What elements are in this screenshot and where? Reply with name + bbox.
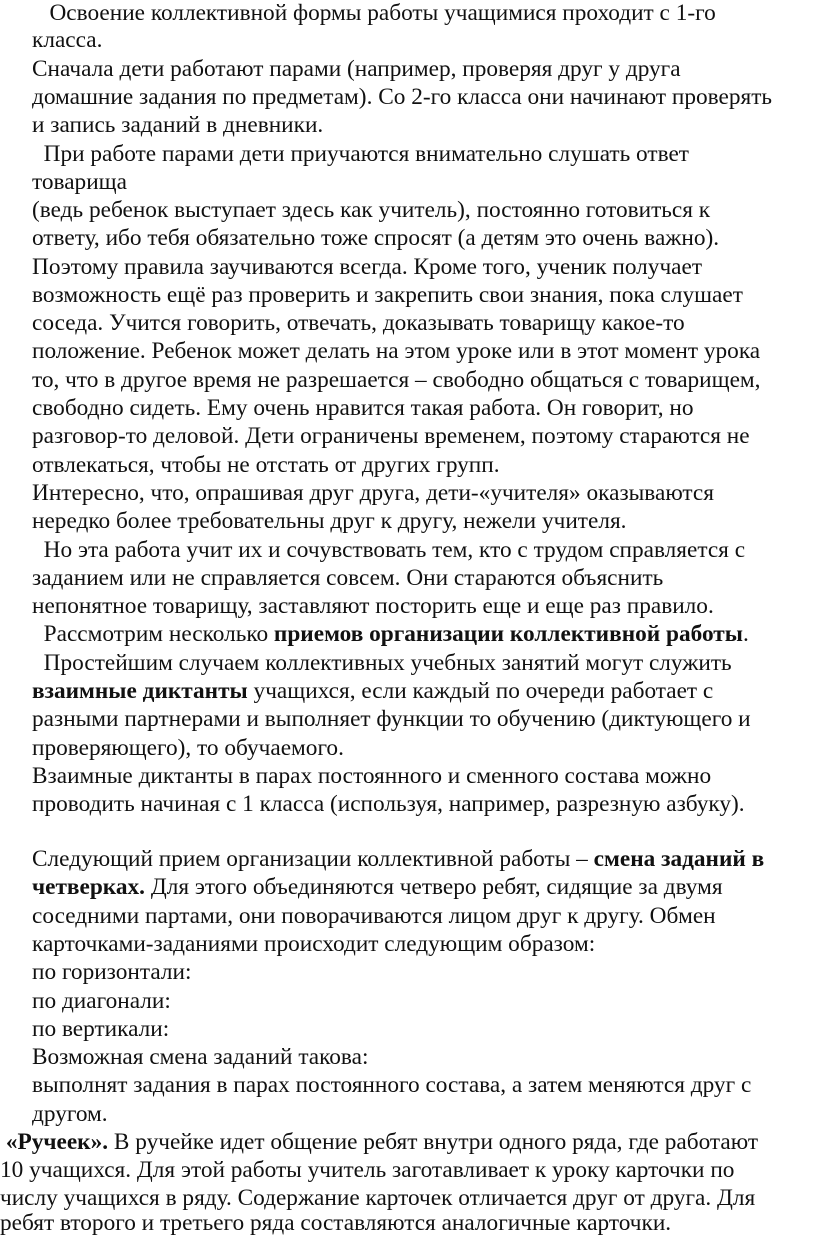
text-line — [32, 169, 127, 196]
text-segment: товарища — [32, 169, 127, 195]
text-segment: выполнят задания в парах постоянного состава, а затем меняются друг с — [32, 1072, 752, 1098]
text-line — [32, 1044, 368, 1071]
text-line — [32, 874, 723, 901]
text-segment: по вертикали: — [32, 1016, 170, 1042]
text-line — [32, 763, 711, 790]
text-segment: соседа. Учится говорить, отвечать, доказывать товарищу какое-то — [32, 310, 685, 336]
text-segment: числу учащихся в ряду. Содержание карточек отличается друг от друга. Для — [0, 1185, 756, 1211]
text-line — [0, 1129, 758, 1156]
bold-text: приемов организации коллективной работы — [273, 621, 743, 647]
bold-text: «Ручеек». — [0, 1129, 109, 1155]
text-segment: нередко более требовательны друг к другу, нежели учителя. — [32, 508, 627, 534]
text-segment: ребят второго и третьего ряда составляются аналогичные карточки. — [0, 1210, 672, 1236]
text-segment: учащихся, если каждый по очереди работает с — [247, 678, 714, 704]
text-segment: проверяющего), то обучаемого. — [32, 735, 344, 761]
text-line — [32, 395, 693, 422]
text-line — [32, 27, 102, 54]
text-segment: . — [742, 621, 749, 647]
text-line — [32, 537, 745, 564]
text-segment: Простейшим случаем коллективных учебных занятий могут служить — [32, 650, 732, 676]
text-segment: Возможная смена заданий такова: — [32, 1044, 369, 1070]
text-line — [32, 846, 764, 873]
text-segment: 10 учащихся. Для этой работы учитель заготавливает к уроку карточки по — [0, 1157, 735, 1183]
text-line — [32, 112, 323, 139]
text-segment: проводить начиная с 1 класса (используя, например, разрезную азбуку). — [32, 791, 745, 817]
text-line — [32, 480, 714, 507]
text-line — [32, 988, 171, 1015]
text-line — [32, 593, 714, 620]
text-segment: по горизонтали: — [32, 959, 192, 985]
text-line — [0, 1185, 755, 1212]
text-line — [32, 959, 191, 986]
text-line — [32, 508, 626, 535]
text-line — [0, 1157, 734, 1184]
text-segment: разговор-то деловой. Дети ограничены временем, поэтому стараются не — [32, 423, 750, 449]
text-line — [32, 1072, 751, 1099]
text-segment: (ведь ребенок выступает здесь как учитель), постоянно готовиться к — [32, 197, 711, 223]
text-line — [32, 565, 663, 592]
text-segment: по диагонали: — [32, 988, 171, 1014]
text-line — [32, 338, 760, 365]
text-line — [32, 1016, 169, 1043]
text-segment: В ручейке идет общение ребят внутри одного ряда, где работают — [108, 1129, 759, 1155]
text-line — [32, 735, 344, 762]
text-segment: Для этого объединяются четверо ребят, сидящие за двумя — [145, 874, 723, 900]
text-segment: ответу, ибо тебя обязательно тоже спросят (а детям это очень важно). — [32, 225, 720, 251]
text-line — [32, 1101, 108, 1128]
bold-text: четверках. — [32, 874, 145, 900]
text-line — [32, 282, 743, 309]
text-segment: карточками-заданиями происходит следующим образом: — [32, 931, 596, 957]
text-segment: При работе парами дети приучаются внимательно слушать ответ — [32, 141, 689, 167]
text-segment: класса. — [32, 27, 103, 53]
text-segment: отвлекаться, чтобы не отстать от других групп. — [32, 452, 500, 478]
text-line — [32, 678, 713, 705]
text-segment: и запись заданий в дневники. — [32, 112, 324, 138]
text-line — [32, 197, 710, 224]
bold-text: смена заданий в — [593, 846, 765, 872]
text-line — [32, 225, 719, 252]
text-line — [0, 1210, 671, 1237]
text-segment: Поэтому правила заучиваются всегда. Кроме того, ученик получает — [32, 254, 703, 280]
text-segment: непонятное товарищу, заставляют посторить еще и еще раз правило. — [32, 593, 714, 619]
text-line — [32, 650, 732, 677]
text-line — [32, 903, 716, 930]
text-segment: Рассмотрим несколько — [32, 621, 274, 647]
text-segment: то, что в другое время не разрешается – свободно общаться с товарищем, — [32, 367, 761, 393]
text-line — [32, 706, 751, 733]
text-segment: домашние задания по предметам). Со 2-го класса они начинают проверять — [32, 84, 773, 110]
text-segment: свободно сидеть. Ему очень нравится такая работа. Он говорит, но — [32, 395, 694, 421]
text-segment: разными партнерами и выполняет функции то обучению (диктующего и — [32, 706, 751, 732]
text-line — [32, 931, 595, 958]
text-segment: Сначала дети работают парами (например, проверяя друг у друга — [32, 56, 681, 82]
text-line — [32, 621, 749, 648]
bold-text: взаимные диктанты — [32, 678, 248, 704]
text-segment: Взаимные диктанты в парах постоянного и сменного состава можно — [32, 763, 712, 789]
text-segment: соседними партами, они поворачиваются лицом друг к другу. Обмен — [32, 903, 716, 929]
text-line — [32, 84, 772, 111]
text-line — [32, 452, 500, 479]
text-segment: Интересно, что, опрашивая друг друга, дети-«учителя» оказываются — [32, 480, 714, 506]
text-segment: Освоение коллективной формы работы учащимися проходит с 1-го — [32, 0, 716, 26]
text-segment: Но эта работа учит их и сочувствовать тем, кто с трудом справляется с — [32, 537, 746, 563]
text-segment: заданием или не справляется совсем. Они стараются объяснить — [32, 565, 664, 591]
text-line — [32, 791, 745, 818]
text-line — [32, 254, 702, 281]
text-line — [32, 141, 689, 168]
text-line — [32, 423, 750, 450]
text-line — [32, 56, 681, 83]
text-segment: другом. — [32, 1101, 108, 1127]
text-line — [32, 310, 685, 337]
text-line — [32, 0, 716, 27]
text-segment: Следующий прием организации коллективной работы – — [32, 846, 594, 872]
text-segment: положение. Ребенок может делать на этом уроке или в этот момент урока — [32, 338, 761, 364]
text-line — [32, 367, 761, 394]
text-segment: возможность ещё раз проверить и закрепить свои знания, пока слушает — [32, 282, 743, 308]
